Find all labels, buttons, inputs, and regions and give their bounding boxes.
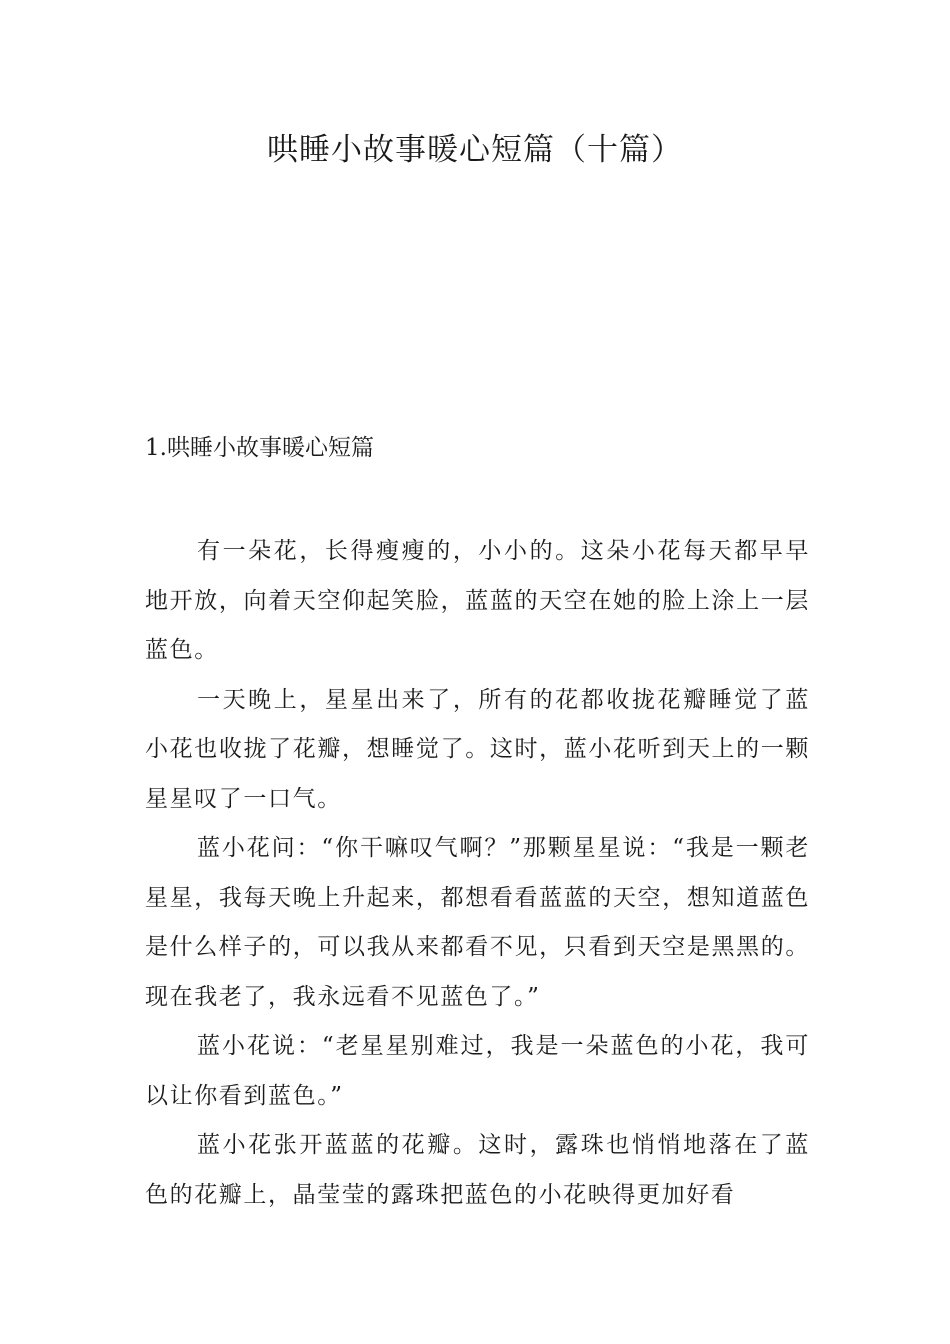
story-paragraph: 有一朵花，长得瘦瘦的，小小的。这朵小花每天都早早地开放，向着天空仰起笑脸，蓝蓝的天空在她的脸上涂上一层蓝色。 bbox=[145, 538, 810, 663]
document-title: 哄睡小故事暖心短篇（十篇） bbox=[267, 132, 683, 168]
story-paragraph: 蓝小花问：“你干嘛叹气啊？”那颗星星说：“我是一颗老星星，我每天晚上升起来，都想看看蓝蓝的天空，想知道蓝色是什么样子的，可以我从来都看不见，只看到天空是黑黑的。现在我老了，我永远看不见蓝色了。” bbox=[145, 835, 810, 1010]
story-paragraph: 蓝小花张开蓝蓝的花瓣。这时，露珠也悄悄地落在了蓝色的花瓣上，晶莹莹的露珠把蓝色的小花映得更加好看 bbox=[145, 1132, 810, 1208]
section-heading: 1.哄睡小故事暖心短篇 bbox=[145, 435, 374, 461]
story-paragraph: 一天晚上，星星出来了，所有的花都收拢花瓣睡觉了蓝小花也收拢了花瓣，想睡觉了。这时，蓝小花听到天上的一颗星星叹了一口气。 bbox=[145, 686, 810, 812]
story-body bbox=[145, 527, 810, 1220]
story-paragraph: 蓝小花说：“老星星别难过，我是一朵蓝色的小花，我可以让你看到蓝色。” bbox=[145, 1033, 810, 1109]
